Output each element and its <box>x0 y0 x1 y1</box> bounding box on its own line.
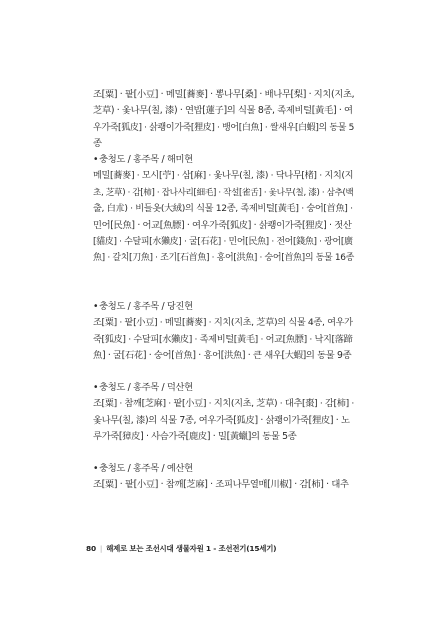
text-line: 조[粟] · 참깨[芝麻] · 팥[小豆] · 지치(지초, 芝草) · 대추[棗] · 감[柿] · <box>93 398 354 410</box>
text-line: 魚] · 굴[石花] · 숭어[首魚] · 홍어[洪魚] · 큰 새우[大蝦]의 동물 9종 <box>93 350 352 362</box>
text-line: 출, 白朮) · 비들옷(大絨)의 식물 12종, 족제비털[黃毛] · 숭어[首魚] · <box>93 203 353 215</box>
book-title: 해제로 보는 조선시대 생물자원 1 - 조선전기(15세기) <box>106 544 277 553</box>
heading-text: 충청도 / 홍주목 / 당진현 <box>99 301 193 312</box>
page-footer <box>86 544 276 554</box>
text-line: 초, 芝草) · 감[柿] · 잡나사리[細毛] · 작설[雀舌] · 옻나무(칠, 漆) · 삼추(백 <box>93 187 354 198</box>
footer-separator: | <box>99 544 103 553</box>
text-line: 조[粟] · 팥[小豆] · 메밀[蕎麥] · 뽕나무[桑] · 배나무[梨] · 지치(지초, <box>93 89 355 100</box>
text-line: [貓皮] · 수달피[水獺皮] · 굴[石花] · 민어[民魚] · 전어[錢魚] · 광어[廣 <box>93 237 353 248</box>
text-line: 芝草) · 옻나무(칠, 漆) · 연밥[蓮子]의 식물 8종, 족제비털[黃毛] · 여 <box>93 105 353 117</box>
text-line: 죽[狐皮] · 수달피[水獺皮] · 족제비털[黃毛] · 어교[魚膘] · 낙지[落蹄 <box>93 333 353 345</box>
intro-paragraph <box>93 87 355 153</box>
bullet-icon: • <box>93 382 99 393</box>
bullet-icon: • <box>93 301 99 312</box>
section-deoksan <box>93 380 355 446</box>
bullet-icon: • <box>93 463 99 474</box>
section-heading <box>93 299 355 315</box>
text-line: 메밀[蕎麥] · 모시[苧] · 삼[麻] · 옻나무(칠, 漆) · 닥나무[楮] · 지치(지 <box>93 170 354 182</box>
heading-text: 충청도 / 홍주목 / 해미현 <box>99 154 193 165</box>
text-line: 민어[民魚] · 어교[魚膘] · 여우가죽[狐皮] · 삵쾡이가죽[狸皮] · 젓산 <box>93 219 352 231</box>
section-dangjin <box>93 299 355 365</box>
section-haemi <box>93 152 355 267</box>
text-line: 조[粟] · 팥[小豆] · 참깨[芝麻] · 조피나무열매[川椒] · 감[柿] · 대추 <box>93 479 349 491</box>
heading-text: 충청도 / 홍주목 / 예산현 <box>99 463 193 474</box>
heading-text: 충청도 / 홍주목 / 덕산현 <box>99 382 193 393</box>
page-number: 80 <box>86 544 96 553</box>
section-heading <box>93 152 355 168</box>
section-heading <box>93 380 355 396</box>
text-line: 조[粟] · 팥[小豆] · 메밀[蕎麥] · 지치(지초, 芝草)의 식물 4종, 여우가 <box>93 317 353 329</box>
text-line: 종 <box>93 138 102 150</box>
text-line: 루가죽[獐皮] · 사슴가죽[鹿皮] · 밀[黃蠟]의 동물 5종 <box>93 431 297 443</box>
section-yesan <box>93 461 355 494</box>
text-line: 魚] · 갈치[刀魚] · 조기[石首魚] · 홍어[洪魚] · 숭어[首魚]의 동물 16종 <box>93 253 354 264</box>
text-line: 우가죽[狐皮] · 삵쾡이가죽[狸皮] · 뱅어[白魚] · 쌀새우[白蝦]의 동물 5 <box>93 122 354 133</box>
section-heading <box>93 461 355 477</box>
bullet-icon: • <box>93 154 99 165</box>
text-line: 옻나무(칠, 漆)의 식물 7종, 여우가죽[狐皮] · 삵쾡이가죽[狸皮] · 노 <box>93 414 350 426</box>
